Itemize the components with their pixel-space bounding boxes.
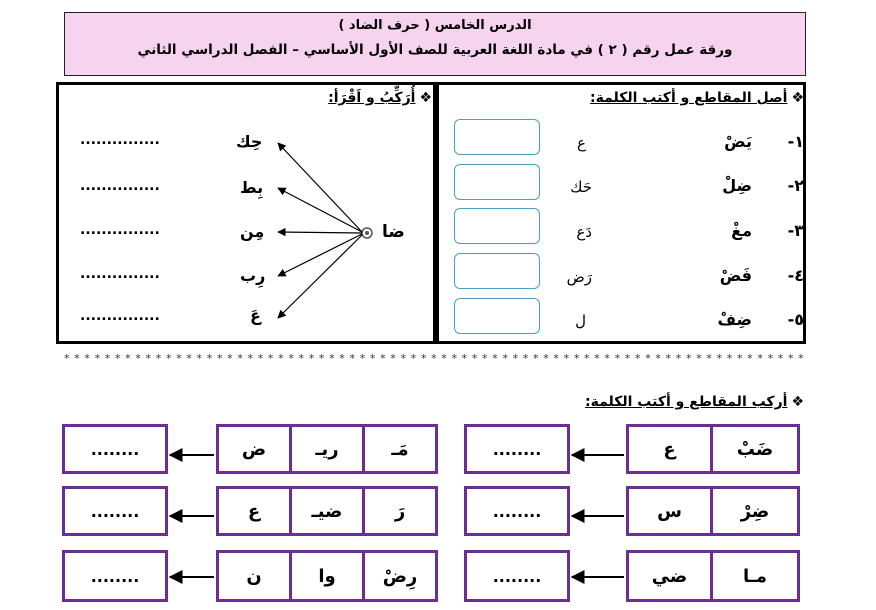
ex1-syllable-1: يَضْ <box>724 132 752 151</box>
ex3-left-row3-answer[interactable]: ........ <box>62 550 168 602</box>
ex3-right-row3-cell2: ضي <box>626 550 713 602</box>
ex3-right-row1-cell2: ع <box>626 424 713 474</box>
ex3-left-row3-cell3: ن <box>216 550 292 602</box>
ex2-ending-4: رِب <box>240 266 266 285</box>
stars-divider: * * * * * * * * * * * * * * * * * * * * * * * * * * * * * * * * * * * * * * * * * * * * * * * * * * * * * * * * * * * * * * * * * * * * * * * * * <box>64 352 805 365</box>
ex3-left-row1-answer[interactable]: ........ <box>62 424 168 474</box>
ex2-blank-1[interactable]: ............... <box>80 132 160 148</box>
ex1-partner-5: ل <box>575 312 586 330</box>
ex2-blank-3[interactable]: ............... <box>80 222 160 238</box>
ex2-center-syllable: ضا <box>382 222 405 242</box>
ex1-syllable-2: ضِلْ <box>722 176 752 195</box>
ex1-syllable-5: ضِفْ <box>717 310 752 329</box>
exercise1-title: ❖أصل المقاطع و أكتب الكلمة: <box>590 90 804 106</box>
ex3-left-row3-cell2: وا <box>289 550 365 602</box>
exercise3-title: ❖أركب المقاطع و أكتب الكلمة: <box>585 394 804 410</box>
ex1-syllable-4: فَضْ <box>719 266 752 285</box>
ex3-left-row1-cell1: مَـ <box>362 424 438 474</box>
ex1-partner-1: ع <box>577 134 586 152</box>
ex1-number-3: ٣- <box>787 221 804 240</box>
ex1-partner-2: حَك <box>570 178 592 196</box>
worksheet-subtitle: ورقة عمل رقم ( ٢ ) في مادة اللغة العربية للصف الأول الأساسي – الفصل الدراسي الثاني <box>137 42 733 58</box>
arrow-1 <box>278 143 362 232</box>
ex3-right-row1-cell1: ضَبْ <box>710 424 800 474</box>
ex3-right-row2-answer[interactable]: ........ <box>464 486 570 536</box>
ex2-blank-4[interactable]: ............... <box>80 266 160 282</box>
arrow-5 <box>278 235 362 318</box>
ex2-ending-5: عَ <box>250 306 261 325</box>
ex3-left-row2-cell2: ضيـ <box>289 486 365 536</box>
ex3-left-row3-cell1: رِضْ <box>362 550 438 602</box>
ex3-left-row1-cell3: ض <box>216 424 292 474</box>
ex3-left-row1-cell2: ريـ <box>289 424 365 474</box>
ex1-syllable-3: مغْ <box>731 221 752 240</box>
ex1-number-5: ٥- <box>787 310 804 329</box>
ex1-partner-4: رَض <box>566 268 592 286</box>
bullet-icon: ❖ <box>419 90 432 106</box>
ex3-right-row3-answer[interactable]: ........ <box>464 550 570 602</box>
ex3-right-row2-cell2: س <box>626 486 713 536</box>
ex2-blank-5[interactable]: ............... <box>80 308 160 324</box>
ex2-ending-2: بِط <box>240 178 264 197</box>
ex2-ending-3: مِن <box>240 222 265 241</box>
ex1-number-2: ٢- <box>787 176 804 195</box>
ex3-right-row2-cell1: ضِرْ <box>710 486 800 536</box>
arrow-3 <box>278 232 362 233</box>
bullet-icon: ❖ <box>791 394 804 410</box>
arrow-4 <box>278 234 362 276</box>
ex1-number-4: ٤- <box>787 266 804 285</box>
exercise2-title: ❖أُرَكِّبُ و اَقْرَأ: <box>328 90 432 106</box>
ex3-right-row1-answer[interactable]: ........ <box>464 424 570 474</box>
bullet-icon: ❖ <box>791 90 804 106</box>
ex3-left-row2-cell3: ع <box>216 486 292 536</box>
ex3-left-row2-cell1: رَ <box>362 486 438 536</box>
ex3-left-row2-answer[interactable]: ........ <box>62 486 168 536</box>
ex3-right-row3-cell1: مـا <box>710 550 800 602</box>
ex1-partner-3: دَع <box>576 223 592 241</box>
lesson-title: الدرس الخامس ( حرف الضاد ) <box>338 18 532 33</box>
ex1-number-1: ١- <box>787 132 804 151</box>
ex2-blank-2[interactable]: ............... <box>80 178 160 194</box>
arrow-2 <box>278 188 362 232</box>
ex2-ending-1: حِك <box>236 132 263 151</box>
